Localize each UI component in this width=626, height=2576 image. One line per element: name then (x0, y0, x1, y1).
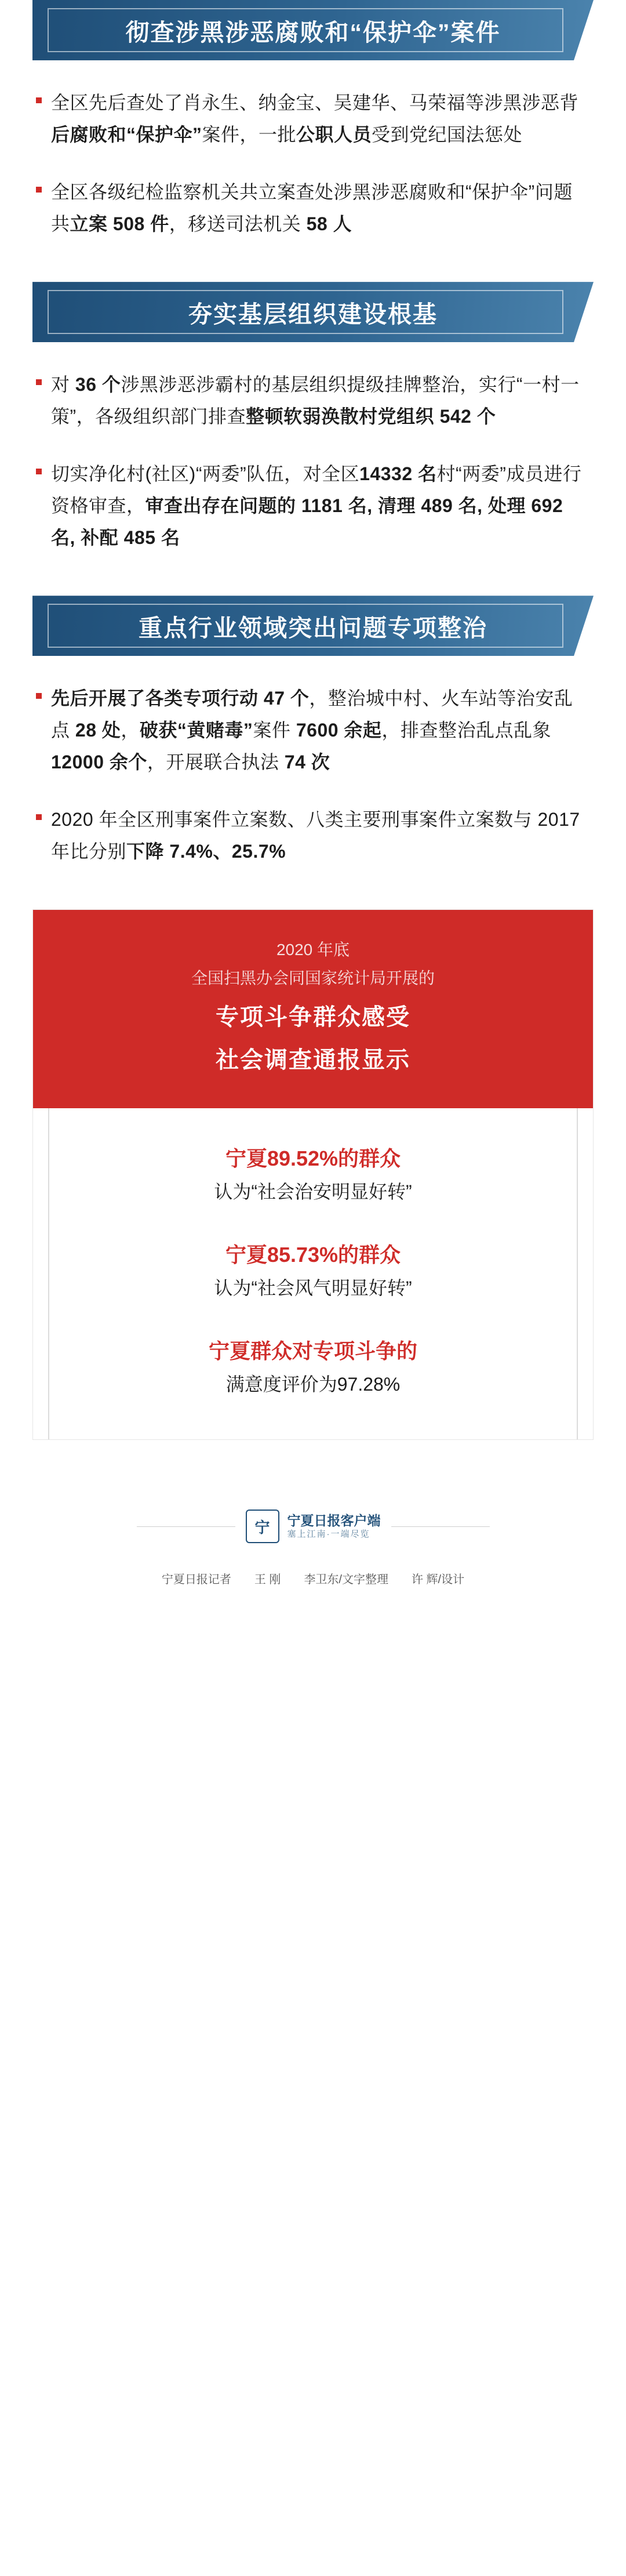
bullet-text (51, 804, 590, 868)
section (32, 596, 594, 868)
survey-card (32, 909, 594, 1440)
section-banner (32, 0, 594, 60)
survey-item-highlight: 宁夏89.52%的群众 (225, 1146, 401, 1171)
brand-name: 宁夏日报客户端 (287, 1513, 381, 1529)
divider-left (137, 1526, 235, 1527)
brand-logo (246, 1510, 381, 1543)
survey-item-text: 认为“社会风气明显好转” (214, 1278, 412, 1299)
survey-header (33, 910, 593, 1108)
credit-item: 宁夏日报记者 (161, 1573, 231, 1587)
plain-text: 案件 (253, 720, 296, 741)
emphasis-text: 整顿软弱涣散村党组织 542 个 (246, 406, 496, 427)
emphasis-text: 36 个 (75, 374, 121, 396)
plain-text: ，开展联合执法 (147, 752, 285, 773)
emphasis-text: 7600 余起 (296, 720, 382, 741)
bullet-dot-icon (36, 187, 42, 193)
sections-container (0, 0, 626, 868)
bullet-item (36, 683, 590, 778)
credit-item: 王 刚 (254, 1573, 281, 1587)
bullet-item (36, 458, 590, 554)
emphasis-text: 28 处 (75, 720, 121, 741)
survey-item (56, 1239, 570, 1303)
bullet-item (36, 87, 590, 151)
credit-item: 李卫东/文字整理 (304, 1573, 388, 1587)
survey-line2: 全国扫黑办会同国家统计局开展的 (191, 969, 435, 988)
ningxia-logo-icon: 宁 (246, 1510, 279, 1543)
plain-text: 切实净化村(社区)“两委”队伍，对全区 (51, 463, 360, 485)
section (32, 282, 594, 554)
survey-big-line2: 社会调查通报显示 (216, 1047, 410, 1073)
emphasis-text: 14332 名 (359, 463, 437, 485)
footer (0, 1510, 626, 1621)
section-title: 重点行业领域突出问题专项整治 (139, 614, 487, 641)
section-title: 夯实基层组织建设根基 (188, 300, 438, 328)
plain-text: 全区各级纪检监察机关共立案查处涉黑涉恶腐败和“保护伞”问题共 (51, 182, 573, 235)
bullet-dot-icon (36, 469, 42, 474)
plain-text: ，整治城中村、火车站等治安乱点 (51, 688, 573, 741)
bullet-list (36, 87, 590, 240)
emphasis-text: 74 次 (284, 752, 330, 773)
emphasis-text: 立案 508 件 (70, 213, 169, 235)
emphasis-text: 公职人员 (296, 124, 372, 146)
emphasis-text: 12000 余个 (51, 752, 147, 773)
survey-item (56, 1143, 570, 1207)
brand-slogan: 塞上江南·一端尽览 (287, 1529, 370, 1540)
survey-big-line1: 专项斗争群众感受 (216, 1004, 410, 1031)
bullet-dot-icon (36, 693, 42, 699)
plain-text: 全区先后查处了肖永生、纳金宝、吴建华、马荣福等涉黑涉恶背 (51, 92, 579, 113)
bullet-text (51, 87, 590, 151)
emphasis-text: 先后开展了各类专项行动 47 个 (51, 688, 310, 709)
plain-text: 2020 年全区刑事案件立案数、八类主要刑事案件立案数与 2017 年比分别 (51, 809, 580, 862)
section-title: 彻查涉黑涉恶腐败和“保护伞”案件 (125, 19, 501, 46)
bullet-dot-icon (36, 97, 42, 103)
emphasis-text: 58 人 (306, 213, 352, 235)
bullet-dot-icon (36, 814, 42, 820)
bullet-list (36, 683, 590, 868)
bullet-item (36, 369, 590, 433)
emphasis-text: 后腐败和“保护伞” (51, 124, 202, 146)
survey-item (56, 1336, 570, 1399)
emphasis-text: 审查出存在问题的 1181 名, 清理 489 名, 处理 692 名, 补配 485 名 (51, 495, 563, 549)
plain-text: ，排查整治乱点乱象 (381, 720, 551, 741)
credits (0, 1563, 626, 1587)
divider-right (391, 1526, 490, 1527)
bullet-item (36, 176, 590, 240)
survey-item-highlight: 宁夏群众对专项斗争的 (208, 1338, 417, 1363)
section-banner (32, 596, 594, 656)
survey-item-text: 认为“社会治安明显好转” (214, 1181, 412, 1203)
bullet-item (36, 804, 590, 868)
plain-text: ， (121, 720, 140, 741)
survey-item-highlight: 宁夏85.73%的群众 (225, 1243, 401, 1267)
survey-results (33, 1108, 593, 1439)
emphasis-text: 破获“黄赌毒” (139, 720, 253, 741)
section (32, 0, 594, 240)
survey-item-text: 满意度评价为97.28% (225, 1373, 401, 1395)
plain-text: 村“两委”成员进行资格审查， (51, 463, 582, 517)
plain-text: 涉黑涉恶涉霸村的基层组织提级挂牌整治，实行“一村一策”，各级组织部门排查 (51, 374, 580, 427)
plain-text: ，移送司法机关 (169, 213, 307, 235)
footer-logo-row (0, 1510, 626, 1543)
bullet-text (51, 176, 590, 240)
bullet-dot-icon (36, 379, 42, 385)
credit-item: 许 辉/设计 (412, 1573, 465, 1587)
bullet-list (36, 369, 590, 554)
bullet-text (51, 369, 590, 433)
plain-text: 对 (51, 374, 75, 396)
emphasis-text: 下降 7.4%、25.7% (126, 841, 286, 862)
plain-text: 案件，一批 (202, 124, 297, 146)
plain-text: 受到党纪国法惩处 (372, 124, 523, 146)
bullet-text (51, 458, 590, 554)
bullet-text (51, 683, 590, 778)
survey-line1: 2020 年底 (276, 941, 350, 959)
section-banner (32, 282, 594, 342)
